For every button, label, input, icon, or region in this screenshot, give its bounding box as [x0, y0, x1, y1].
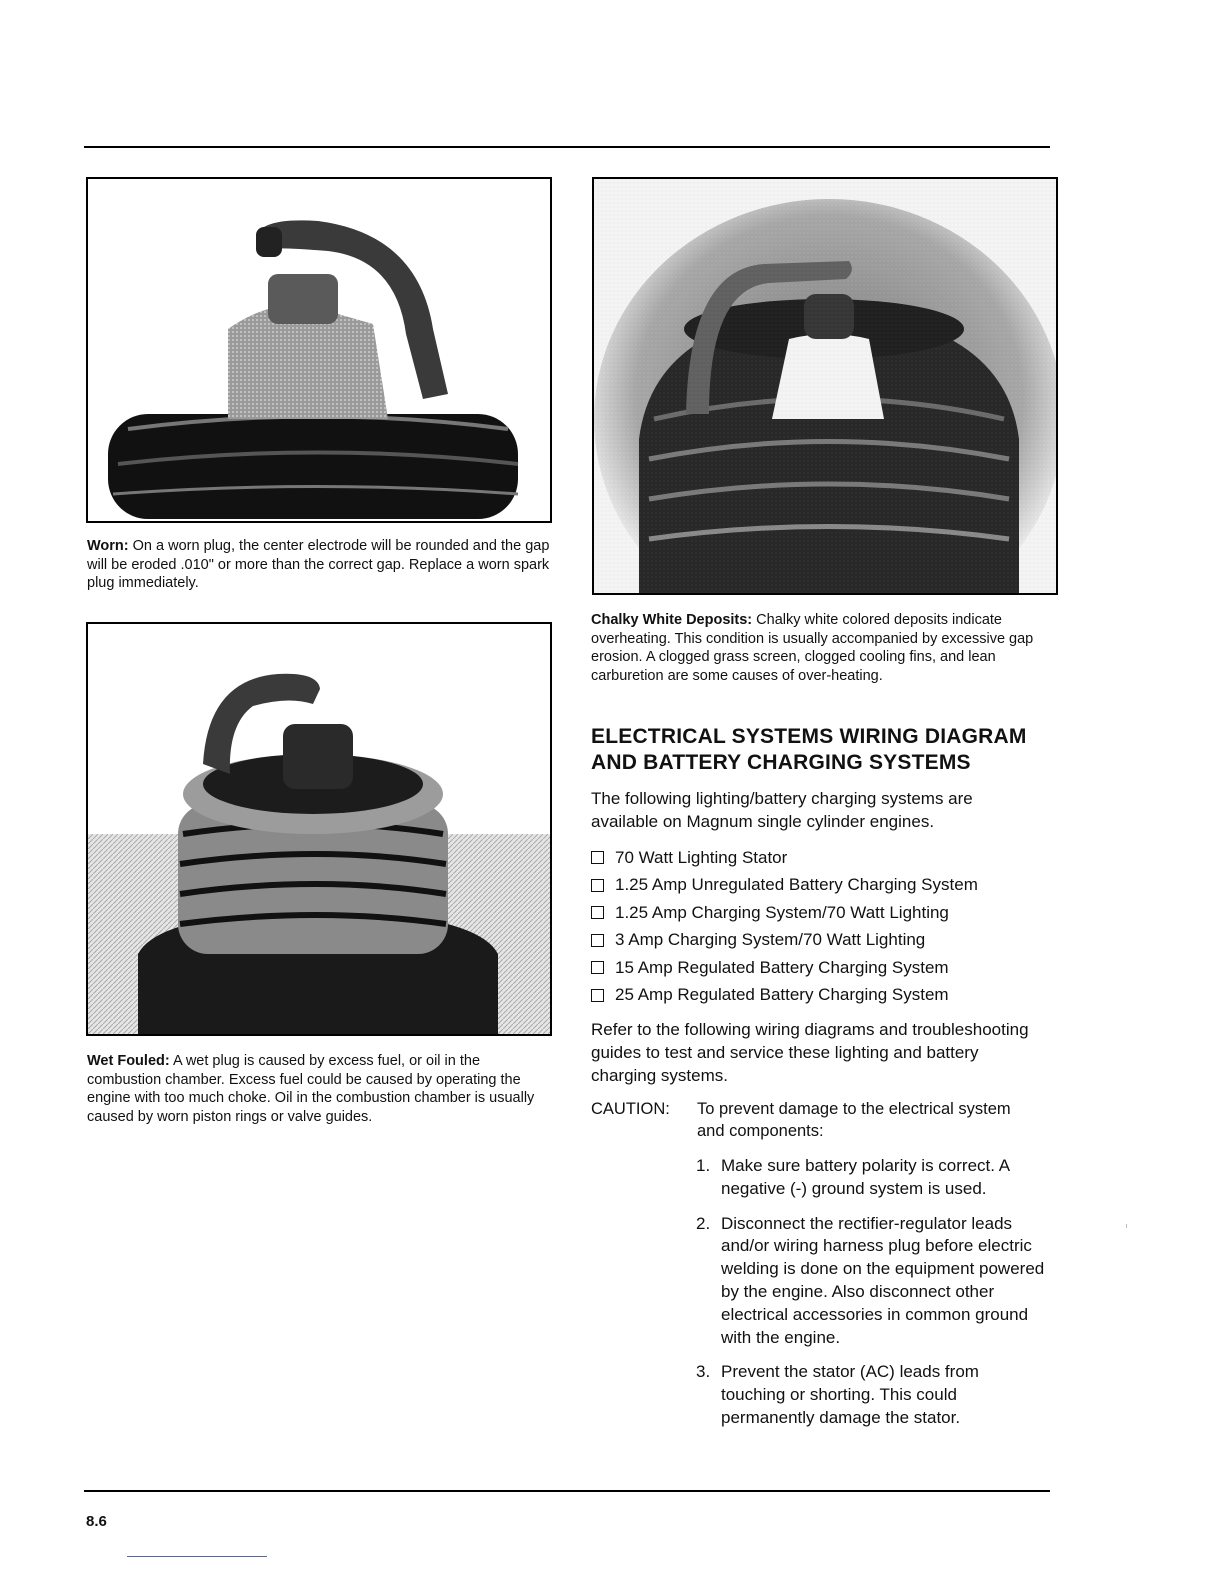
photo-worn-plug: [86, 177, 552, 523]
caution-text: To prevent damage to the electrical system and components:: [697, 1100, 1011, 1140]
checkbox-square-icon: [591, 851, 604, 864]
caution-label: CAUTION:: [591, 1100, 670, 1118]
checkbox-square-icon: [591, 934, 604, 947]
checkbox-square-icon: [591, 989, 604, 1002]
list-item: [696, 1213, 1046, 1350]
caption-worn-text: On a worn plug, the center electrode will be rounded and the gap will be eroded .010" or more than the correct gap. Replace a worn spark plug immediately.: [87, 538, 550, 591]
list-item: [591, 872, 1091, 900]
list-item: [696, 1155, 1046, 1201]
page-number: 8.6: [86, 1513, 107, 1530]
caption-worn-lead: Worn:: [87, 538, 129, 554]
caption-wet: [87, 1052, 542, 1126]
step-text: Make sure battery polarity is correct. A negative (-) ground system is used.: [721, 1156, 1010, 1198]
list-item: [591, 982, 1091, 1010]
photo-chalky-plug: [592, 177, 1058, 595]
intro-paragraph: The following lighting/battery charging systems are available on Magnum single cylinder engines.: [591, 789, 973, 831]
caption-worn: [87, 537, 557, 593]
margin-mark: [1126, 1224, 1127, 1228]
list-item-label: 3 Amp Charging System/70 Watt Lighting: [615, 930, 926, 950]
caption-wet-lead: Wet Fouled:: [87, 1053, 170, 1069]
list-item: [591, 954, 1091, 982]
caution-steps: [696, 1155, 1046, 1442]
step-text: Disconnect the rectifier-regulator leads and/or wiring harness plug before electric welding is done on the equipment powered by the engine. Also disconnect other electrical accessories in common ground with the engine.: [721, 1213, 1045, 1347]
caption-chalky: [591, 611, 1056, 685]
footer-underline: [127, 1556, 267, 1557]
section-heading-line2: AND BATTERY CHARGING SYSTEMS: [591, 751, 971, 774]
top-rule: [84, 146, 1050, 148]
bottom-rule: [84, 1490, 1050, 1492]
list-item-label: 1.25 Amp Charging System/70 Watt Lighting: [615, 902, 949, 922]
list-item: [591, 927, 1091, 955]
list-item-label: 25 Amp Regulated Battery Charging System: [615, 985, 949, 1005]
checkbox-square-icon: [591, 879, 604, 892]
list-item: [591, 844, 1091, 872]
checkbox-square-icon: [591, 961, 604, 974]
charging-systems-list: [591, 844, 1091, 1009]
caption-chalky-lead: Chalky White Deposits:: [591, 612, 753, 628]
checkbox-square-icon: [591, 906, 604, 919]
photo-wet-fouled-plug: [86, 622, 552, 1036]
list-item-label: 1.25 Amp Unregulated Battery Charging System: [615, 875, 978, 895]
list-item-label: 15 Amp Regulated Battery Charging System: [615, 957, 949, 977]
list-item: [696, 1361, 1046, 1429]
list-item: [591, 899, 1091, 927]
step-text: Prevent the stator (AC) leads from touching or shorting. This could permanently damage the stator.: [721, 1362, 979, 1427]
step-number: 2.: [696, 1213, 711, 1233]
refer-paragraph: Refer to the following wiring diagrams and troubleshooting guides to test and service these lighting and battery charging systems.: [591, 1020, 1029, 1085]
caption-wet-text: A wet plug is caused by excess fuel, or oil in the combustion chamber. Excess fuel could be caused by operating the engine with too much choke. Oil in the combustion chamber is usually caused by worn piston rings or valve guides.: [87, 1053, 535, 1125]
caption-chalky-text: Chalky white colored deposits indicate overheating. This condition is usually accompanied by excessive gap erosion. A clogged grass screen, clogged cooling fins, and lean carburetion are some causes of over-heating.: [591, 612, 1034, 684]
section-heading-line1: ELECTRICAL SYSTEMS WIRING DIAGRAM: [591, 725, 1027, 748]
step-number: 3.: [696, 1362, 711, 1382]
step-number: 1.: [696, 1156, 711, 1175]
list-item-label: 70 Watt Lighting Stator: [615, 847, 788, 867]
section-heading: [591, 724, 1111, 776]
